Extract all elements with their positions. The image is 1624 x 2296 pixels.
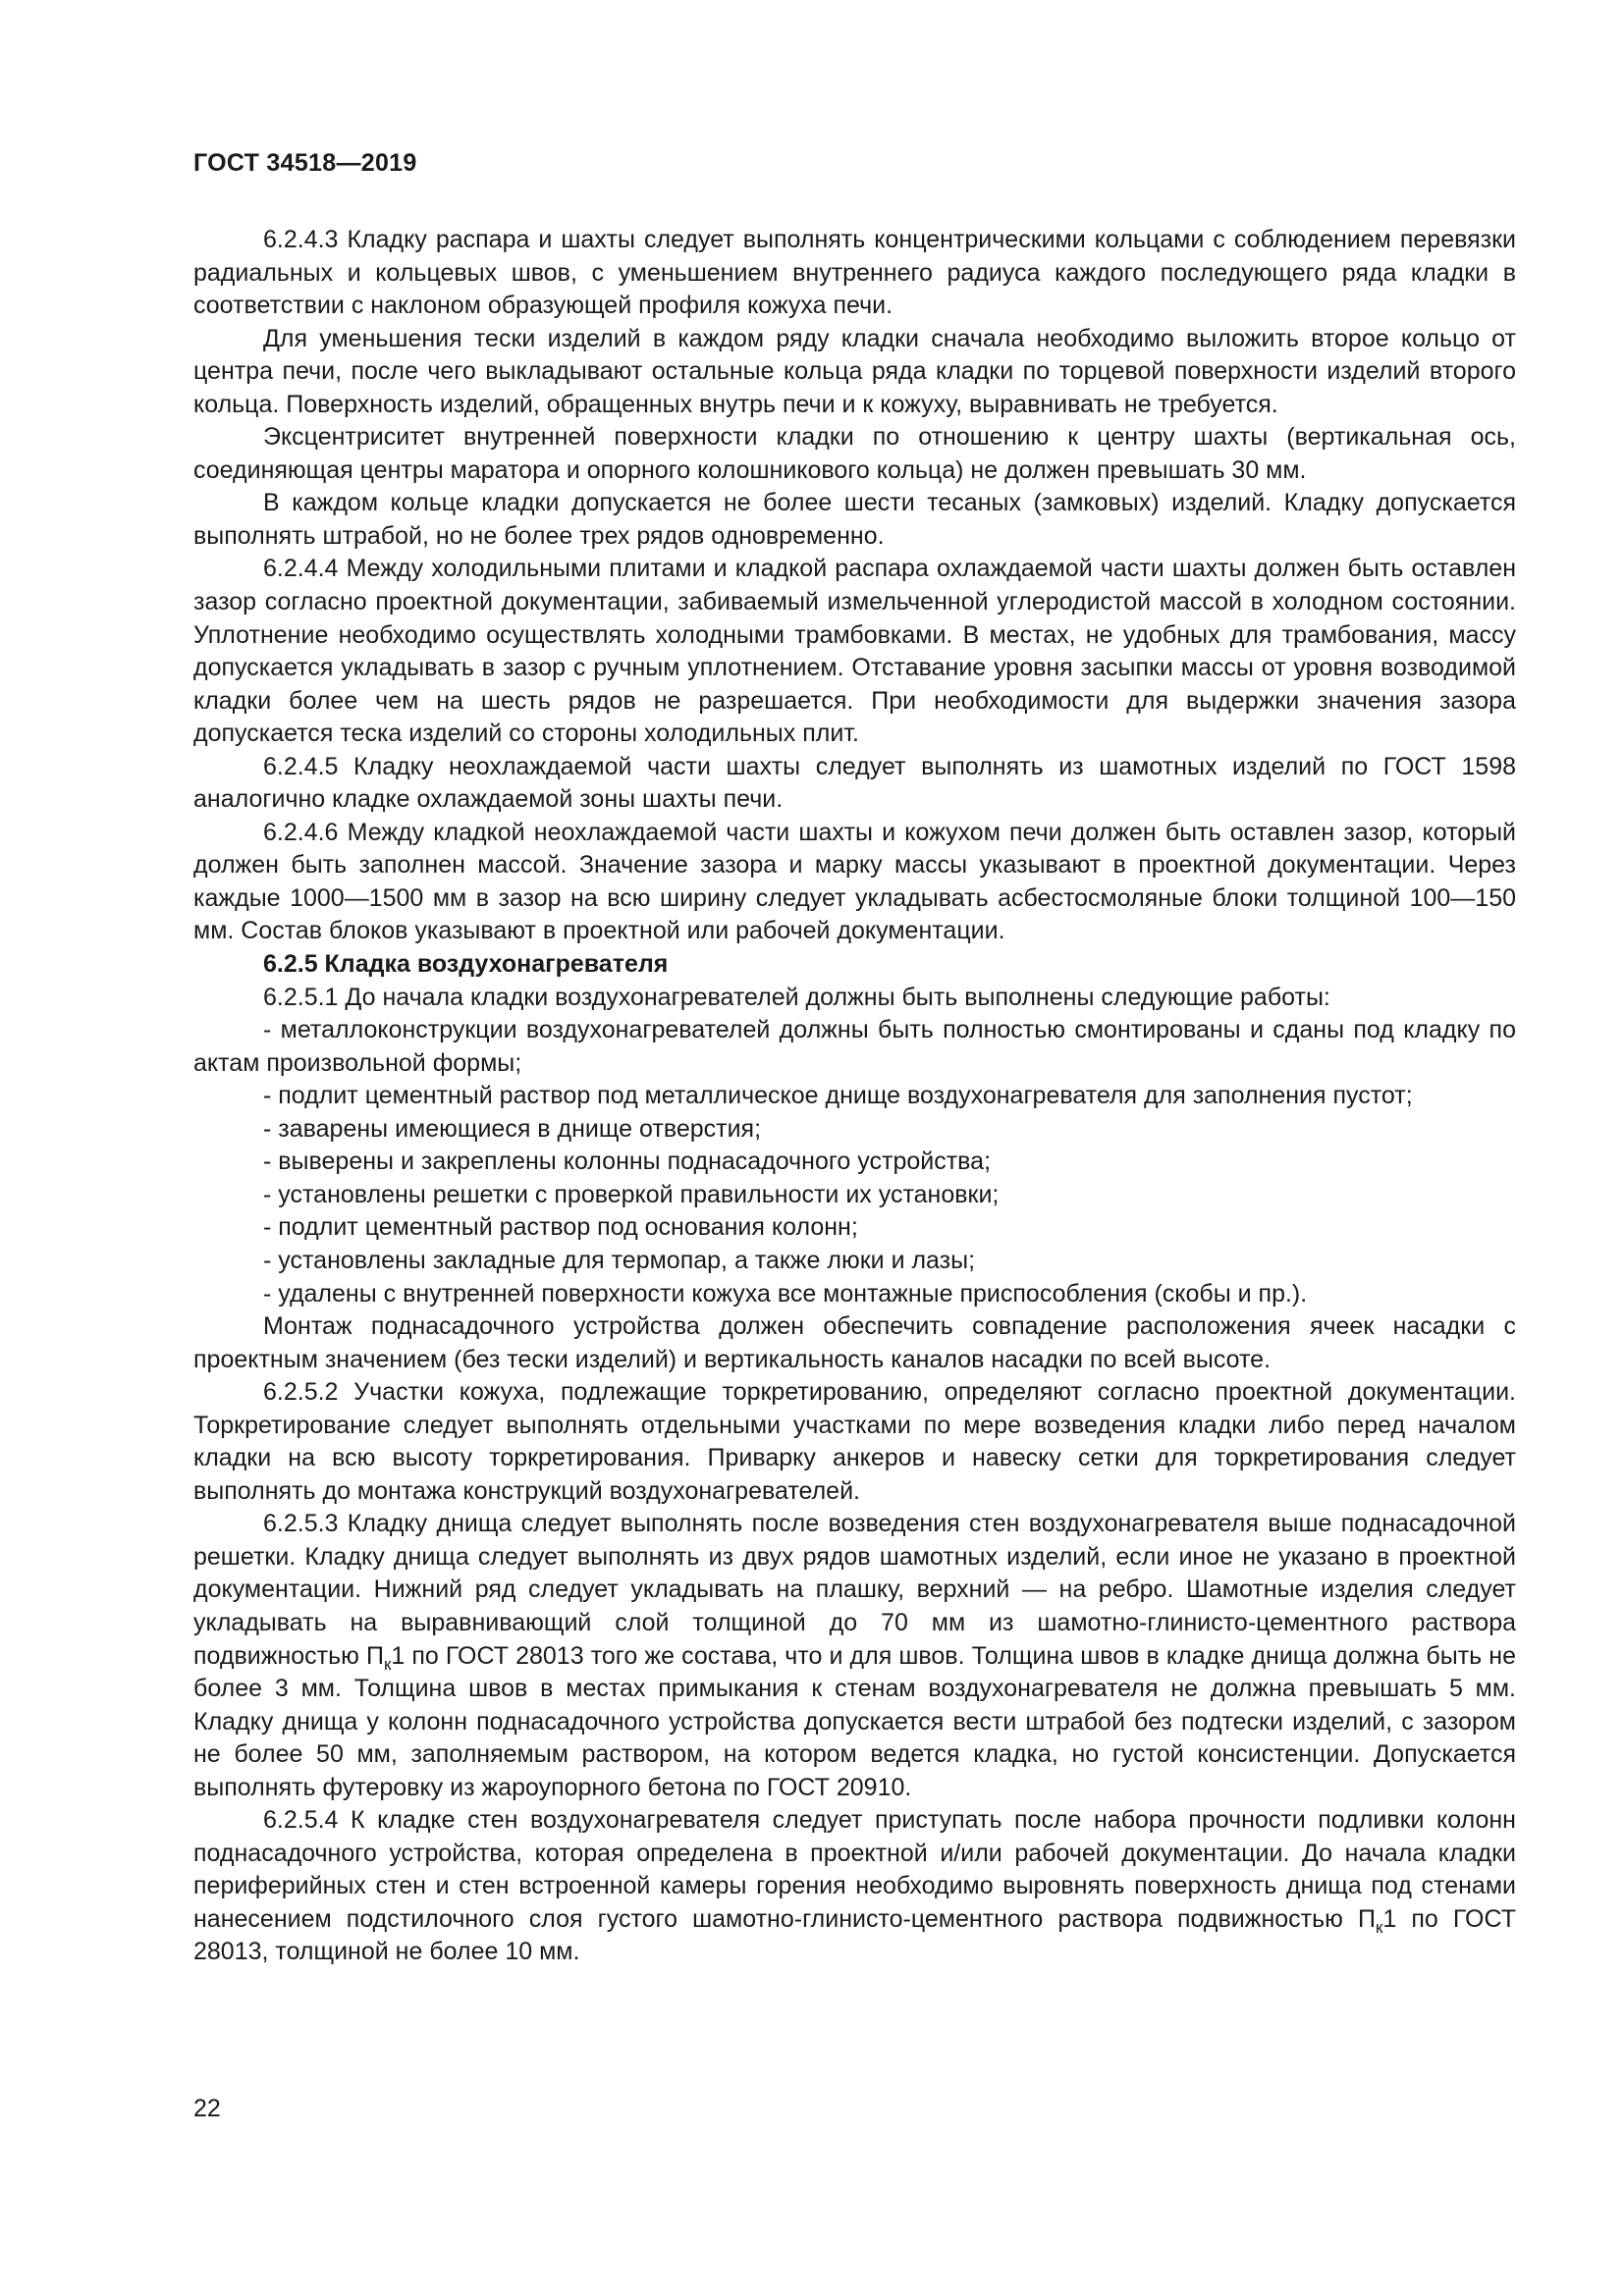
paragraph-text: 6.2.5.4 К кладке стен воздухонагревателя следует приступать после набора прочности подливки колонн поднасадочного устройства, которая определена в проектной и/или рабочей документации. До начала кладки периферийных стен и стен встроенной камеры горения необходимо выровнять поверхность днища под стенами нанесением подстилочного слоя густого шамотно-глинисто-цементного раствора подвижностью П xyxy=(193,1806,1516,1933)
list-item: - металлоконструкции воздухонагревателей должны быть полностью смонтированы и сданы под кладку по актам произвольной формы; xyxy=(193,1016,1516,1077)
paragraph-text: 6.2.5.3 Кладку днища следует выполнять после возведения стен воздухонагревателя выше поднасадочной решетки. Кладку днища следует выполнять из двух рядов шамотных изделий, если иное не указано в проектной документации. Нижний ряд следует укладывать на плашку, верхний — на ребро. Шамотные изделия следует укладывать на выравнивающий слой толщиной до 70 мм из шамотно-глинисто-цементного раствора подвижностью П xyxy=(193,1510,1516,1670)
paragraph: 6.2.4.4 Между холодильными плитами и кладкой распара охлаждаемой части шахты должен быть оставлен зазор согласно проектной документации, забиваемый измельченной углеродистой массой в холодном состоянии. Уплотнение необходимо осуществлять холодными трамбовками. В местах, не удобных для трамбования, массу допускается укладывать в зазор с ручным уплотнением. Отставание уровня засыпки массы от уровня возводимой кладки более чем на шесть рядов не разрешается. При необходимости для выдержки значения зазора допускается теска изделий со стороны холодильных плит. xyxy=(193,555,1516,748)
list-item: - установлены решетки с проверкой правильности их установки; xyxy=(263,1180,1000,1208)
list-item: - подлит цементный раствор под основания колонн; xyxy=(263,1213,858,1242)
document-body xyxy=(193,224,1516,1969)
list-item: - удалены с внутренней поверхности кожуха все монтажные приспособления (скобы и пр.). xyxy=(263,1279,1308,1308)
subscript: к xyxy=(1375,1917,1383,1937)
paragraph: Для уменьшения тески изделий в каждом ряду кладки сначала необходимо выложить второе кольцо от центра печи, после чего выкладывают остальные кольца ряда кладки по торцевой поверхности изделий второго кольца. Поверхность изделий, обращенных внутрь печи и к кожуху, выравнивать не требуется. xyxy=(193,324,1516,418)
paragraph-text: 1 по ГОСТ 28013 того же состава, что и для швов. Толщина швов в кладке днища должна быть не более 3 мм. Толщина швов в местах примыкания к стенам воздухонагревателя не должна превышать 5 мм. Кладку днища у колонн поднасадочного устройства допускается вести штрабой без подтески изделий, с зазором не более 50 мм, заполняемым раствором, на котором ведется кладка, но густой консистенции. Допускается выполнять футеровку из жароупорного бетона по ГОСТ 20910. xyxy=(193,1641,1516,1801)
paragraph: 6.2.5.2 Участки кожуха, подлежащие торкретированию, определяют согласно проектной документации. Торкретирование следует выполнять отдельными участками по мере возведения кладки либо перед началом кладки на всю высоту торкретирования. Приварку анкеров и навеску сетки для торкретирования следует выполнять до монтажа конструкций воздухонагревателей. xyxy=(193,1378,1516,1505)
page-number: 22 xyxy=(193,2095,221,2122)
paragraph: 6.2.5.1 До начала кладки воздухонагревателей должны быть выполнены следующие работы: xyxy=(263,983,1330,1011)
document-header: ГОСТ 34518—2019 xyxy=(193,149,417,177)
subscript: к xyxy=(383,1654,392,1674)
paragraph: 6.2.4.3 Кладку распара и шахты следует выполнять концентрическими кольцами с соблюдением перевязки радиальных и кольцевых швов, с уменьшением внутреннего радиуса каждого последующего ряда кладки в соответствии с наклоном образующей профиля кожуха печи. xyxy=(193,226,1516,320)
list-item: - заварены имеющиеся в днище отверстия; xyxy=(263,1114,762,1143)
section-heading: 6.2.5 Кладка воздухонагревателя xyxy=(263,950,669,979)
paragraph: Монтаж поднасадочного устройства должен обеспечить совпадение расположения ячеек насадки с проектным значением (без тески изделий) и вертикальность каналов насадки по всей высоте. xyxy=(193,1312,1516,1373)
paragraph: В каждом кольце кладки допускается не более шести тесаных (замковых) изделий. Кладку допускается выполнять штрабой, но не более трех рядов одновременно. xyxy=(193,489,1516,550)
paragraph: Эксцентриситет внутренней поверхности кладки по отношению к центру шахты (вертикальная ось, соединяющая центры маратора и опорного колошникового кольца) не должен превышать 30 мм. xyxy=(193,423,1516,484)
list-item: - выверены и закреплены колонны поднасадочного устройства; xyxy=(263,1148,992,1176)
paragraph: 6.2.4.5 Кладку неохлаждаемой части шахты следует выполнять из шамотных изделий по ГОСТ 1598 аналогично кладке охлаждаемой зоны шахты печи. xyxy=(193,752,1516,814)
paragraph xyxy=(193,1508,1516,1804)
paragraph xyxy=(193,1804,1516,1969)
list-item: - подлит цементный раствор под металлическое днище воздухонагревателя для заполнения пустот; xyxy=(263,1082,1413,1110)
list-item: - установлены закладные для термопар, а также люки и лазы; xyxy=(263,1246,976,1274)
paragraph: 6.2.4.6 Между кладкой неохлаждаемой части шахты и кожухом печи должен быть оставлен зазор, который должен быть заполнен массой. Значение зазора и марку массы указывают в проектной документации. Через каждые 1000—1500 мм в зазор на всю ширину следует укладывать асбестосмоляные блоки толщиной 100—150 мм. Состав блоков указывают в проектной или рабочей документации. xyxy=(193,818,1516,945)
paragraph-text: 1 по ГОСТ 28013, толщиной не более 10 мм. xyxy=(193,1904,1517,1966)
